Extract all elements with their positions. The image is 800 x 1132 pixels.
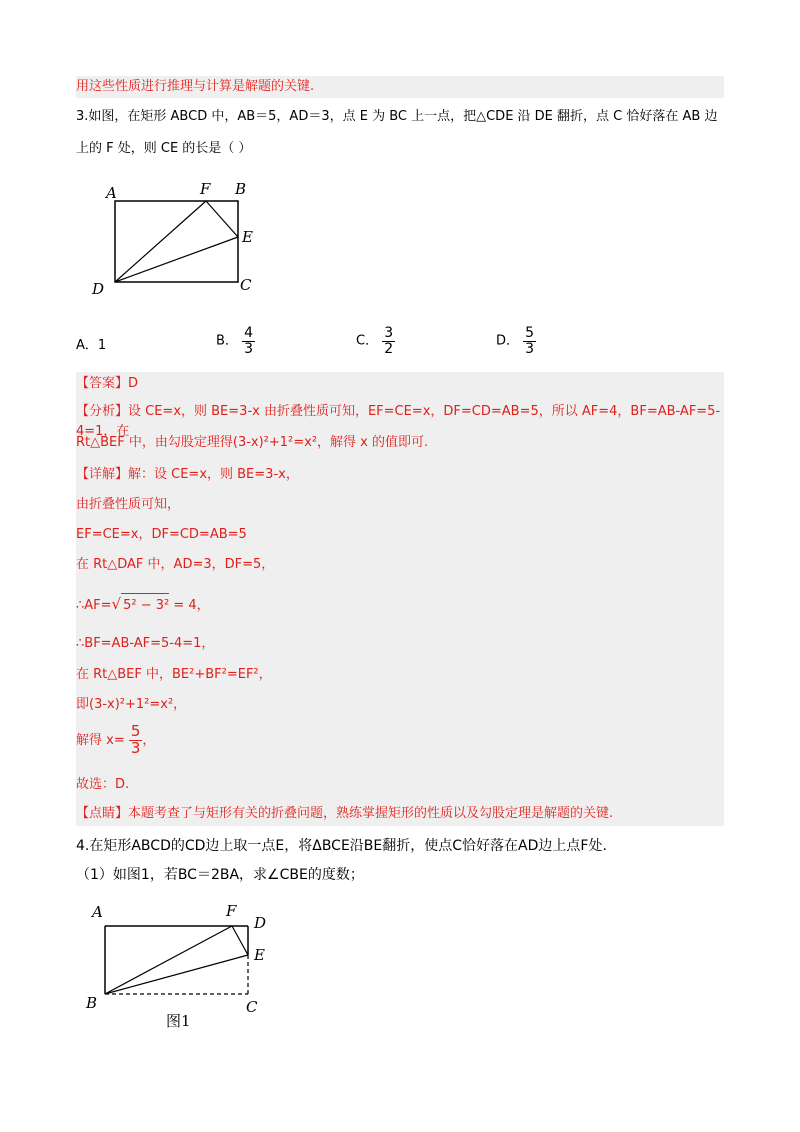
q4-label-d: D <box>254 914 267 932</box>
q3-line-2: 上的 F 处，则 CE 的长是（ ） <box>76 141 252 156</box>
q3-label-f: F <box>200 180 211 198</box>
detail-line-6: ∴BF=AB-AF=5-4=1， <box>76 636 215 651</box>
sqrt-radicand: 5² − 3² <box>121 593 169 618</box>
q3-line-df <box>115 201 206 282</box>
detail-line-4: 在 Rt△DAF 中，AD=3，DF=5， <box>76 557 275 572</box>
choose-line: 故选：D. <box>76 777 130 792</box>
option-c-denominator: 2 <box>384 340 394 357</box>
detail-line-8: 即(3-x)²+1²=x²， <box>76 697 187 712</box>
q3-option-c[interactable] <box>356 326 395 356</box>
solve-denominator: 3 <box>130 738 141 757</box>
q4-label-f: F <box>226 902 237 920</box>
detail-line-2: 由折叠性质可知， <box>76 497 181 512</box>
q3-option-a[interactable] <box>76 336 106 356</box>
q3-label-b: B <box>235 180 247 198</box>
solve-suffix: ， <box>142 732 156 748</box>
option-b-denominator: 3 <box>244 340 253 357</box>
q4-line-be <box>105 955 248 994</box>
analysis-line-1: 【分析】设 CE=x，则 BE=3-x 由折叠性质可知，EF=CE=x，DF=CD=AB=5，所以 AF=4，BF=AB-AF=5-4=1，在 <box>76 404 721 439</box>
q3-line-de <box>115 237 238 282</box>
q4-label-c: C <box>246 998 258 1016</box>
sqrt-prefix: ∴AF= <box>76 598 112 613</box>
option-d-label: D． <box>496 333 520 349</box>
q4-line-bf <box>105 926 232 994</box>
option-a-label: A． <box>76 338 98 353</box>
q4-label-b: B <box>86 994 98 1012</box>
top-note: 用这些性质进行推理与计算是解题的关键. <box>76 76 724 98</box>
solve-line <box>76 724 155 757</box>
q3-stem <box>76 106 736 160</box>
q3-figure <box>86 178 276 298</box>
q4-figure-caption: 图1 <box>166 1012 191 1030</box>
option-d-numerator: 5 <box>525 325 535 341</box>
detail-line-7: 在 Rt△BEF 中，BE²+BF²=EF²， <box>76 667 272 682</box>
q3-line-1: 3.如图，在矩形 ABCD 中，AB＝5，AD＝3，点 E 为 BC 上一点，把△CDE 沿 DE 翻折，点 C 恰好落在 AB 边 <box>76 109 718 124</box>
detail-sqrt-line: ∴AF=√ 5² − 3² = 4， <box>76 592 210 618</box>
detail-line-1: 【详解】解：设 CE=x，则 BE=3-x， <box>76 467 299 482</box>
option-c-label: C． <box>356 333 379 349</box>
q4-line-2: （1）如图1，若BC＝2BA，求∠CBE的度数； <box>76 867 364 883</box>
comment-line: 【点睛】本题考查了与矩形有关的折叠问题，熟练掌握矩形的性质以及勾股定理是解题的关键. <box>76 806 614 821</box>
option-d-denominator: 3 <box>525 340 535 357</box>
q4-line-fe <box>232 926 248 955</box>
option-b-label: B． <box>216 333 238 349</box>
analysis-line-2: Rt△BEF 中，由勾股定理得(3-x)²+1²=x²，解得 x 的值即可. <box>76 435 429 450</box>
answer-line: 【答案】D <box>76 376 139 391</box>
detail-line-3: EF=CE=x，DF=CD=AB=5 <box>76 527 247 542</box>
solve-numerator: 5 <box>130 722 141 740</box>
q3-label-a: A <box>106 184 117 202</box>
option-c-numerator: 3 <box>384 325 394 341</box>
q3-label-c: C <box>240 276 252 294</box>
option-b-numerator: 4 <box>244 325 253 341</box>
q3-line-fe <box>206 201 238 237</box>
q4-label-a: A <box>92 903 103 921</box>
q4-line-1: 4.在矩形ABCD的CD边上取一点E，将ΔBCE沿BE翻折，使点C恰好落在AD边上点F处. <box>76 838 607 854</box>
q4-label-e: E <box>254 946 265 964</box>
q3-label-d: D <box>92 280 105 298</box>
q3-rectangle <box>115 201 238 282</box>
q3-option-b[interactable] <box>216 326 255 356</box>
q3-option-d[interactable] <box>496 326 536 356</box>
option-a-value: 1 <box>97 338 107 353</box>
q3-label-e: E <box>242 228 253 246</box>
solve-prefix: 解得 x= <box>76 732 125 748</box>
sqrt-suffix: = 4， <box>173 598 210 613</box>
